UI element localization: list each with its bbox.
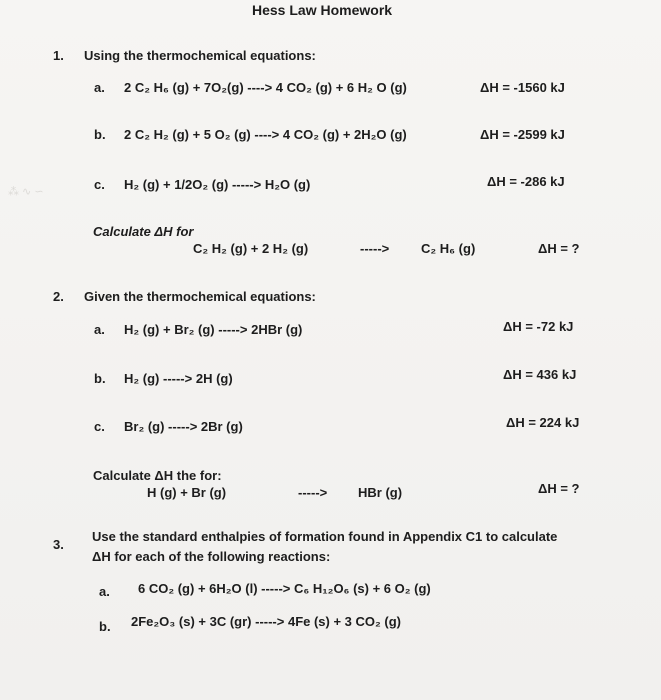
q1b-reaction: 2 C₂ H₂ (g) + 5 O₂ (g) ----> 4 CO₂ (g) + 2H₂O (g): [124, 127, 407, 142]
q3-number: 3.: [53, 537, 64, 552]
q2-intro: Given the thermochemical equations:: [84, 289, 316, 304]
q3a-label: a.: [99, 584, 110, 599]
q2-target-reactants: H (g) + Br (g): [147, 485, 227, 500]
q2a-enthalpy: ΔH = -72 kJ: [503, 319, 574, 334]
q3a-reaction: 6 CO₂ (g) + 6H₂O (l) -----> C₆ H₁₂O₆ (s) + 6 O₂ (g): [138, 581, 431, 596]
q3-intro-line2: ΔH for each of the following reactions:: [92, 549, 331, 564]
q2-target-products: HBr (g): [358, 485, 403, 500]
q2c-label: c.: [94, 419, 105, 434]
worksheet-title: Hess Law Homework: [252, 2, 393, 18]
q2a-reaction: H₂ (g) + Br₂ (g) -----> 2HBr (g): [124, 322, 303, 337]
q2-calculate-prompt: Calculate ΔH the for:: [93, 468, 222, 483]
q2b-enthalpy: ΔH = 436 kJ: [503, 367, 577, 382]
q1b-enthalpy: ΔH = -2599 kJ: [480, 127, 565, 142]
q1c-reaction: H₂ (g) + 1/2O₂ (g) -----> H₂O (g): [124, 177, 311, 192]
q1-target-enthalpy: ΔH = ?: [538, 241, 580, 256]
q1c-label: c.: [94, 177, 105, 192]
q2b-label: b.: [94, 371, 106, 386]
q2-target-arrow: ----->: [298, 485, 328, 500]
q1-target-products: C₂ H₆ (g): [421, 241, 476, 256]
q1-intro: Using the thermochemical equations:: [84, 48, 316, 63]
q2a-label: a.: [94, 322, 105, 337]
q1a-enthalpy: ΔH = -1560 kJ: [480, 80, 565, 95]
q2b-reaction: H₂ (g) -----> 2H (g): [124, 371, 233, 386]
q1-target-reactants: C₂ H₂ (g) + 2 H₂ (g): [193, 241, 309, 256]
q1c-enthalpy: ΔH = -286 kJ: [487, 174, 565, 189]
q3b-label: b.: [99, 619, 111, 634]
q2c-enthalpy: ΔH = 224 kJ: [506, 415, 580, 430]
q2-number: 2.: [53, 289, 64, 304]
bleed-through-marks: ⁂ ∿ ∽: [8, 186, 44, 198]
q1-target-arrow: ----->: [360, 241, 390, 256]
q1b-label: b.: [94, 127, 106, 142]
q3-intro-line1: Use the standard enthalpies of formation found in Appendix C1 to calculate: [92, 529, 558, 544]
q1a-label: a.: [94, 80, 105, 95]
q2c-reaction: Br₂ (g) -----> 2Br (g): [124, 419, 243, 434]
q1-number: 1.: [53, 48, 64, 63]
q2-target-enthalpy: ΔH = ?: [538, 481, 580, 496]
q1a-reaction: 2 C₂ H₆ (g) + 7O₂(g) ----> 4 CO₂ (g) + 6 H₂ O (g): [124, 80, 407, 95]
q3b-reaction: 2Fe₂O₃ (s) + 3C (gr) -----> 4Fe (s) + 3 CO₂ (g): [131, 614, 402, 629]
q1-calculate-prompt: Calculate ΔH for: [93, 224, 194, 239]
